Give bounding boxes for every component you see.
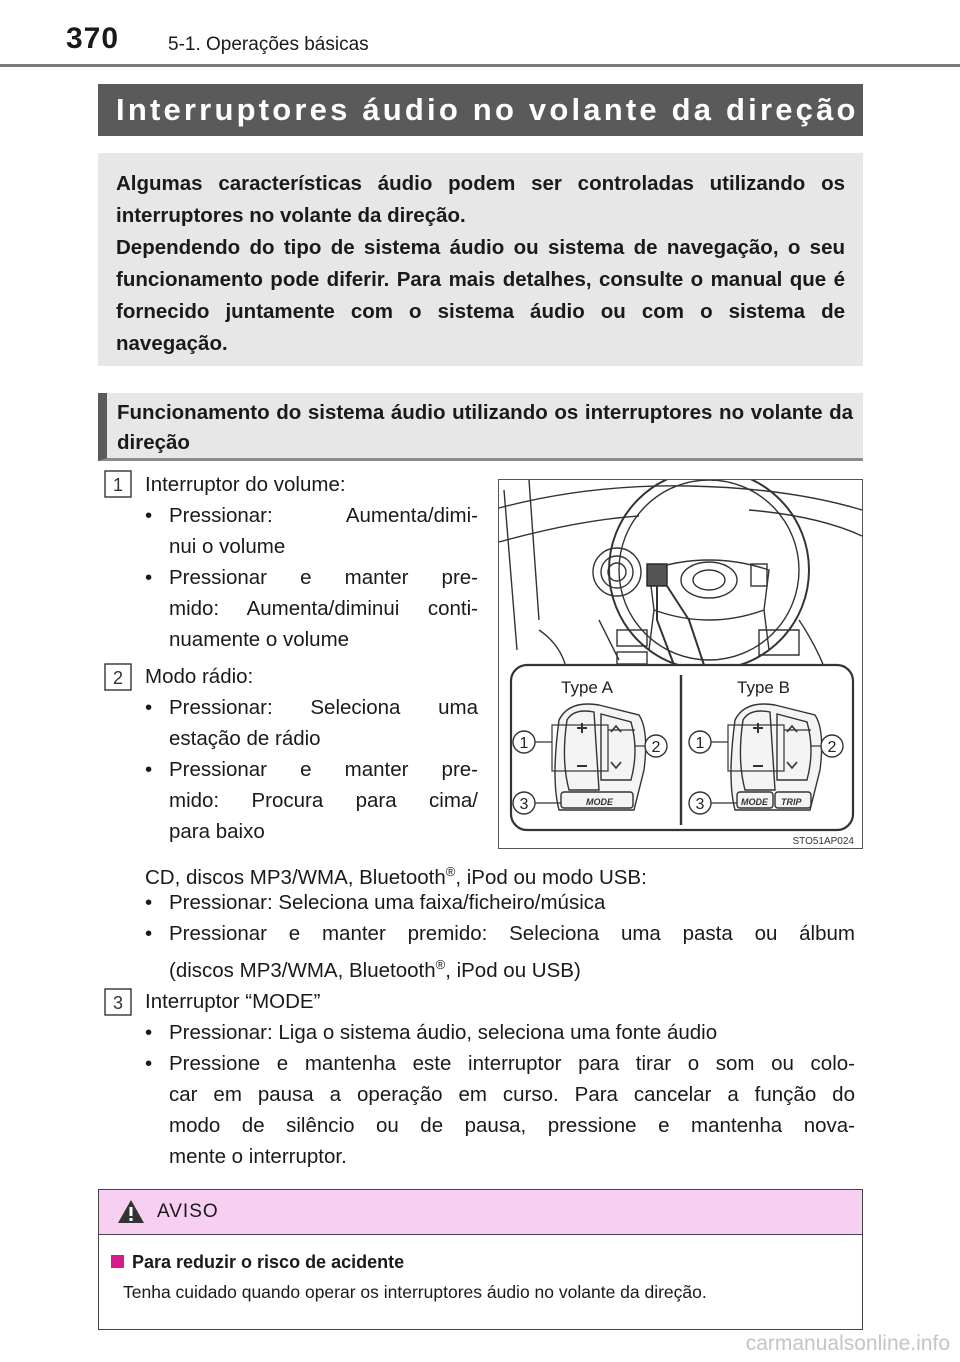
number-2-icon (104, 663, 132, 691)
warning-header (99, 1190, 862, 1235)
warning-body: Tenha cuidado quando operar os interruptores áudio no volante da direção. (123, 1282, 707, 1302)
figure-code: STO51AP024 (792, 836, 854, 847)
bullet-char: • (145, 891, 153, 914)
warning-triangle-icon (117, 1199, 145, 1224)
item-3-bullet-2-line-3: modo de silêncio ou de pausa, pressione e mantenha nova- (169, 1114, 855, 1137)
svg-text:1: 1 (112, 475, 124, 495)
item-1-title: Interruptor do volume: (145, 473, 346, 496)
svg-text:2: 2 (112, 668, 124, 688)
type-a-label: Type A (561, 678, 613, 697)
bullet-char: • (145, 696, 153, 719)
item-3-bullet-1: Pressionar: Liga o sistema áudio, seleciona uma fonte áudio (169, 1021, 718, 1044)
item-2-title: Modo rádio: (145, 665, 254, 688)
item-1-bullet-2-line-3: nuamente o volume (169, 628, 350, 651)
item-2-bullet-1-line-2: estação de rádio (169, 727, 321, 750)
steering-wheel-figure (498, 479, 863, 849)
bullet-char: • (145, 504, 153, 527)
mode-button-label-b: MODE (741, 797, 768, 807)
page-number: 370 (66, 22, 120, 55)
item-2-bullet-2-line-2: mido: Procura para cima/ (169, 789, 478, 812)
callout-3-b: 3 (695, 796, 705, 813)
subheading: Funcionamento do sistema áudio utilizando os interruptores no volante da direção (98, 393, 863, 461)
type-b-label: Type B (737, 678, 790, 697)
item-3-title: Interruptor “MODE” (145, 990, 321, 1013)
mode-button-label-a: MODE (586, 797, 613, 807)
svg-text:3: 3 (112, 993, 124, 1013)
warning-square-icon (111, 1255, 124, 1268)
page-title: Interruptores áudio no volante da direção (116, 92, 859, 127)
callout-1-b: 1 (695, 735, 705, 752)
callout-2-b: 2 (827, 739, 837, 756)
warning-label: AVISO (157, 1201, 219, 1222)
callout-1-a: 1 (519, 735, 529, 752)
media-bullet-2-line-2: (discos MP3/WMA, Bluetooth®, iPod ou USB) (169, 957, 581, 982)
bullet-char: • (145, 566, 153, 589)
media-bullet-1: Pressionar: Seleciona uma faixa/ficheiro/música (169, 891, 606, 914)
bullet-char: • (145, 1021, 153, 1044)
callout-3-a: 3 (519, 796, 529, 813)
item-1-bullet-1-line-1: Pressionar: Aumenta/dimi- (169, 504, 478, 527)
bullet-char: • (145, 922, 153, 945)
callout-2-a: 2 (651, 739, 661, 756)
item-2-bullet-2-line-3: para baixo (169, 820, 265, 843)
bullet-char: • (145, 1052, 153, 1075)
section-label: 5-1. Operações básicas (168, 34, 369, 55)
item-2-media-intro: CD, discos MP3/WMA, Bluetooth®, iPod ou modo USB: (145, 864, 647, 889)
number-1-icon (104, 470, 132, 498)
header-rule (0, 64, 960, 67)
warning-box (98, 1189, 863, 1330)
intro-box (98, 153, 863, 366)
warning-title: Para reduzir o risco de acidente (111, 1252, 404, 1273)
item-1-bullet-1-line-2: nui o volume (169, 535, 286, 558)
watermark: carmanualsonline.info (745, 1332, 950, 1355)
steering-wheel-illustration (499, 480, 862, 848)
item-3-bullet-2-line-4: mente o interruptor. (169, 1145, 347, 1168)
trip-button-label-b: TRIP (781, 797, 802, 807)
bullet-char: • (145, 758, 153, 781)
item-3-bullet-2-line-1: Pressione e mantenha este interruptor para tirar o som ou colo- (169, 1052, 855, 1075)
item-2-bullet-1-line-1: Pressionar: Seleciona uma (169, 696, 478, 719)
item-1-bullet-2-line-2: mido: Aumenta/diminui conti- (169, 597, 478, 620)
number-3-icon (104, 988, 132, 1016)
item-2-bullet-2-line-1: Pressionar e manter pre- (169, 758, 478, 781)
item-3-bullet-2-line-2: car em pausa a operação em curso. Para cancelar a função do (169, 1083, 855, 1106)
intro-paragraph-1: Algumas características áudio podem ser controladas utilizando os interruptores no volante da direção. (116, 172, 845, 227)
item-1-bullet-2-line-1: Pressionar e manter pre- (169, 566, 478, 589)
intro-paragraph-2: Dependendo do tipo de sistema áudio ou sistema de navegação, o seu funcionamento pode diferir. Para mais detalhes, consulte o manual que é fornecido juntamente com o sistema áudio ou com o sistema de navegação. (116, 236, 845, 355)
title-bar (98, 84, 863, 136)
media-bullet-2-line-1: Pressionar e manter premido: Seleciona uma pasta ou álbum (169, 922, 855, 945)
